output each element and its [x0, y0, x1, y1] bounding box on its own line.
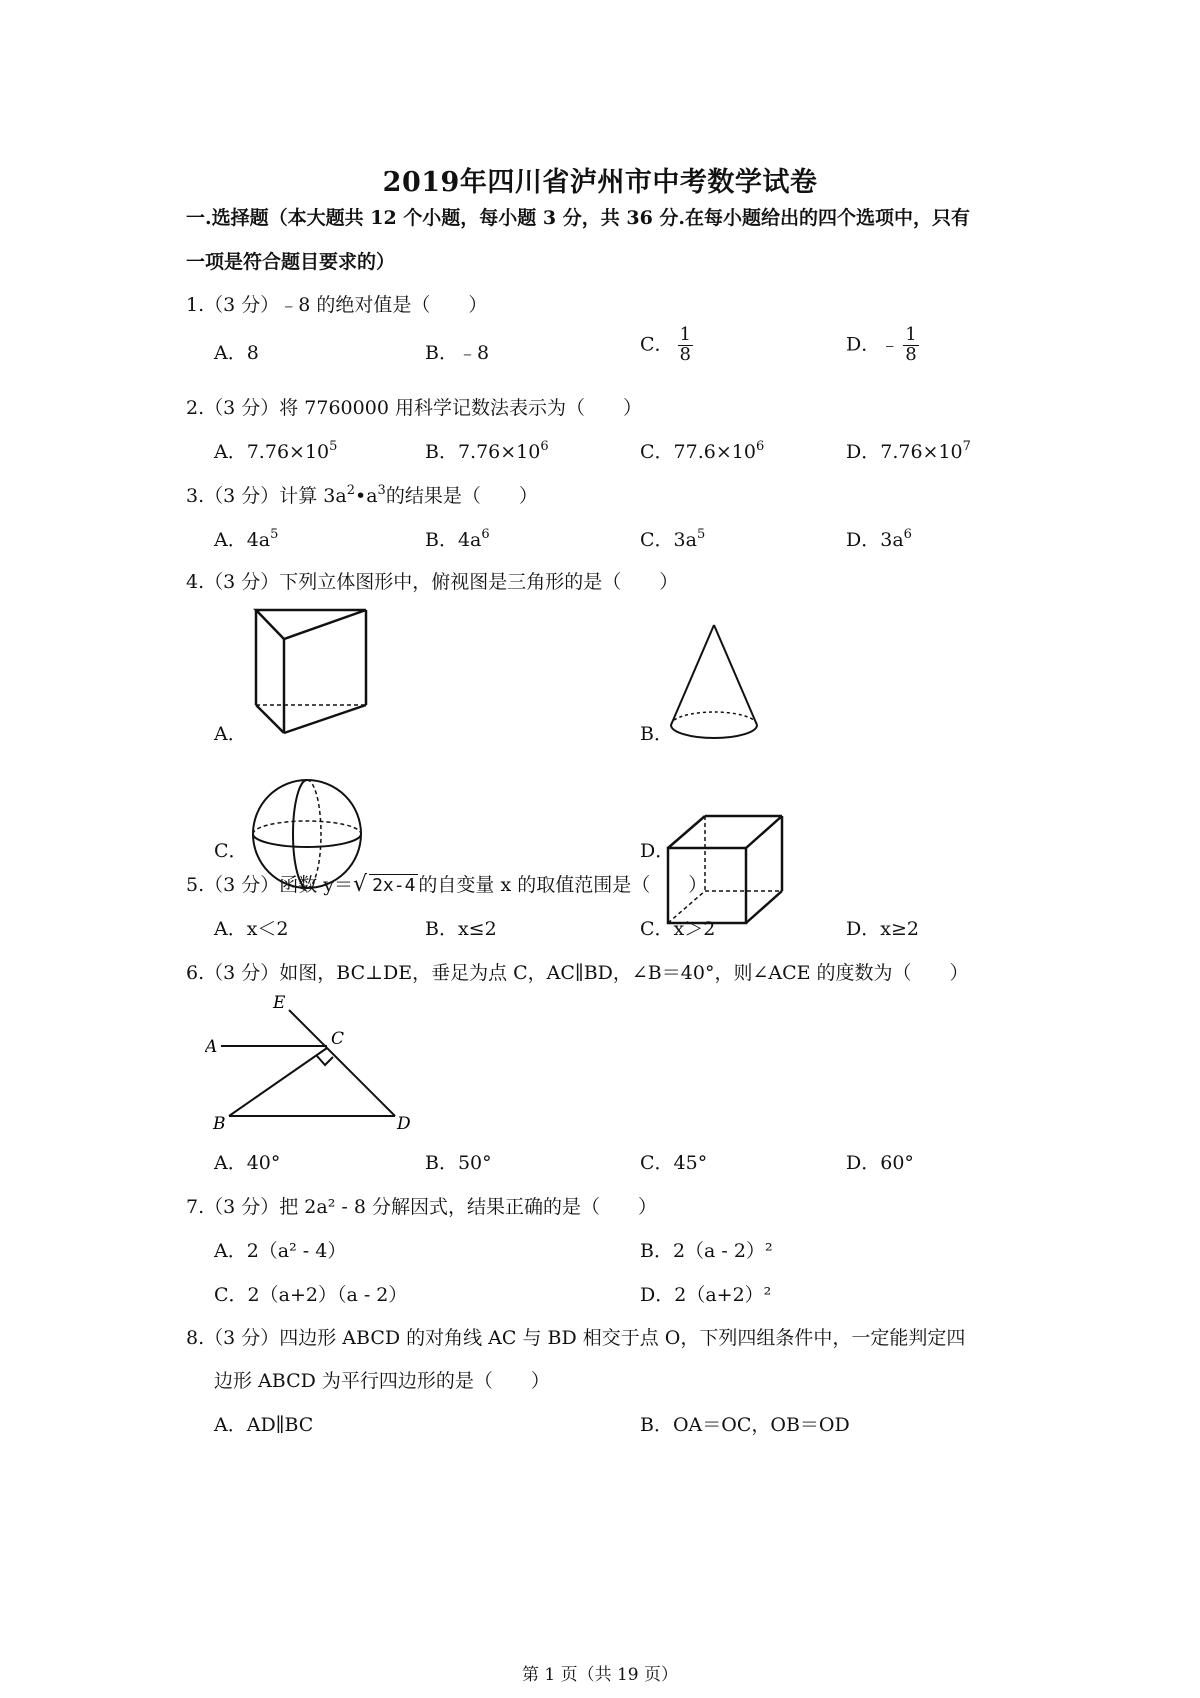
q2-option-d — [846, 437, 971, 464]
triangular-prism-figure — [248, 605, 378, 745]
q4-option-b: B． — [640, 723, 673, 745]
question-3 — [186, 481, 538, 508]
fraction-denominator: 8 — [679, 343, 691, 365]
q2-option-c — [640, 437, 764, 464]
q3-option-b — [425, 525, 490, 552]
q6-option-d: D．60° — [846, 1152, 914, 1174]
question-6: 6.（3 分）如图，BC⊥DE，垂足为点 C，AC∥BD，∠B＝40°，则∠ACE 的度数为（ ） — [186, 962, 969, 984]
exponent: 6 — [903, 527, 912, 542]
option-text: B．4a — [425, 529, 482, 551]
q2-option-a — [214, 437, 337, 464]
option-text: A．7.76×10 — [214, 441, 330, 463]
radicand: 2x-4 — [369, 874, 418, 896]
question-text: 的结果是（ ） — [385, 485, 538, 507]
cone-figure — [664, 622, 764, 742]
question-text: 3.（3 分）计算 3a — [186, 485, 347, 507]
fraction — [903, 326, 918, 365]
label-c: C — [331, 1029, 345, 1049]
q5-option-b: B．x≤2 — [425, 918, 497, 940]
q4-option-c: C． — [214, 840, 248, 862]
q1-option-d-label: D．﹣ — [846, 333, 900, 356]
question-1: 1.（3 分）﹣8 的绝对值是（ ） — [186, 294, 488, 316]
exponent: 6 — [481, 527, 490, 542]
section-heading-line1: 一.选择题（本大题共 12 个小题，每小题 3 分，共 36 分.在每小题给出的四个选项中，只有 — [186, 207, 971, 229]
question-7: 7.（3 分）把 2a² - 8 分解因式，结果正确的是（ ） — [186, 1196, 657, 1218]
q6-option-c: C．45° — [640, 1152, 708, 1174]
exponent: 5 — [270, 527, 279, 542]
q6-option-b: B．50° — [425, 1152, 492, 1174]
question-text: 5.（3 分）函数 y＝ — [186, 874, 354, 896]
label-b: B — [213, 1114, 226, 1134]
q1-option-b: B．﹣8 — [425, 342, 490, 364]
option-text: D．7.76×10 — [846, 441, 963, 463]
q5-option-d: D．x≥2 — [846, 918, 919, 940]
exponent: 5 — [329, 439, 338, 454]
question-8-line2: 边形 ABCD 为平行四边形的是（ ） — [214, 1370, 550, 1392]
exponent: 2 — [346, 483, 355, 498]
q7-option-c: C．2（a+2）（a - 2） — [214, 1284, 408, 1306]
option-text: C．3a — [640, 529, 697, 551]
fraction — [678, 326, 693, 365]
q7-option-b: B．2（a - 2）² — [640, 1240, 773, 1262]
fraction-numerator: 1 — [679, 324, 691, 345]
geometry-figure-q6 — [205, 995, 430, 1145]
page-title: 2019年四川省泸州市中考数学试卷 — [382, 167, 818, 198]
q3-option-c — [640, 525, 705, 552]
option-text: B．7.76×10 — [425, 441, 541, 463]
exponent: 7 — [962, 439, 971, 454]
exponent: 3 — [377, 483, 386, 498]
q2-option-b — [425, 437, 549, 464]
section-heading-line2: 一项是符合题目要求的） — [186, 251, 396, 273]
q7-option-a: A．2（a² - 4） — [214, 1240, 347, 1262]
question-4: 4.（3 分）下列立体图形中，俯视图是三角形的是（ ） — [186, 571, 679, 593]
exponent: 6 — [540, 439, 549, 454]
exponent: 6 — [755, 439, 765, 454]
q1-option-c-label: C． — [640, 333, 674, 356]
q3-option-d — [846, 525, 912, 552]
q8-option-a: A．AD∥BC — [214, 1414, 314, 1436]
question-5 — [186, 870, 707, 897]
q5-option-a: A．x＜2 — [214, 918, 289, 940]
exponent: 5 — [696, 527, 706, 542]
q5-option-c: C．x＞2 — [640, 918, 716, 940]
radical-sign: √ — [353, 872, 368, 897]
fraction-denominator: 8 — [905, 343, 917, 365]
q1-option-a: A．8 — [214, 342, 259, 364]
question-text: 的自变量 x 的取值范围是（ ） — [418, 874, 708, 896]
label-d: D — [397, 1114, 411, 1134]
option-text: A．4a — [214, 529, 271, 551]
question-8-line1: 8.（3 分）四边形 ABCD 的对角线 AC 与 BD 相交于点 O，下列四组条件中，一定能判定四 — [186, 1327, 966, 1349]
question-text: •a — [355, 485, 378, 507]
label-a: A — [205, 1037, 218, 1057]
page-footer: 第 1 页（共 19 页） — [521, 1665, 679, 1685]
q3-option-a — [214, 525, 278, 552]
question-2: 2.（3 分）将 7760000 用科学记数法表示为（ ） — [186, 397, 642, 419]
option-text: C．77.6×10 — [640, 441, 756, 463]
q8-option-b: B．OA＝OC，OB＝OD — [640, 1414, 850, 1436]
q1-option-c — [640, 326, 693, 365]
fraction-numerator: 1 — [905, 324, 917, 345]
q4-option-a: A． — [214, 723, 247, 745]
q6-option-a: A．40° — [214, 1152, 281, 1174]
q1-option-d — [846, 326, 919, 365]
q7-option-d: D．2（a+2）² — [640, 1284, 772, 1306]
label-e: E — [273, 995, 286, 1013]
q4-option-d: D． — [640, 840, 675, 862]
option-text: D．3a — [846, 529, 904, 551]
